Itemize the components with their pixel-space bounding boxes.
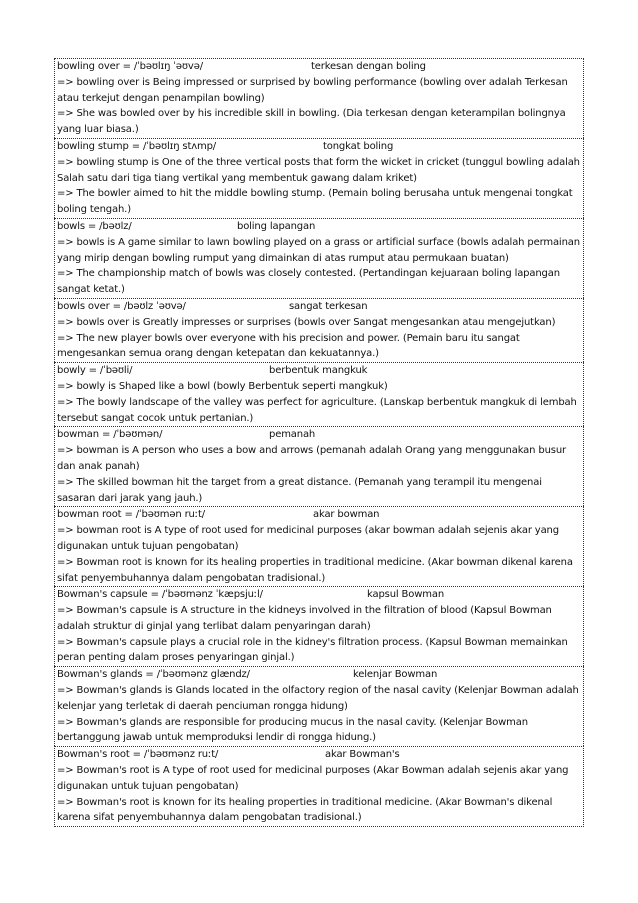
example-sentence: => She was bowled over by his incredible skill in bowling. (Dia terkesan dengan keterampilan bolingnya yang luar biasa.) bbox=[57, 108, 566, 136]
entry-header bbox=[57, 587, 582, 603]
entry-header bbox=[57, 667, 582, 683]
translation: boling lapangan bbox=[237, 220, 316, 232]
example-sentence: => Bowman's root is known for its healing properties in traditional medicine. (Akar Bowman's dikenal karena sifat penyembuhannya dalam pengobatan tradisional.) bbox=[57, 796, 553, 824]
example-sentence: => The new player bowls over everyone with his precision and power. (Pemain baru itu sangat mengesankan semua orang dengan ketepatan dan kekuatannya.) bbox=[57, 332, 520, 360]
translation: sangat terkesan bbox=[289, 300, 368, 312]
headword: bowling over = /ˈbəʊlɪŋ ˈəʊvə/ bbox=[57, 61, 203, 72]
headword: bowly = /ˈbəʊli/ bbox=[57, 365, 133, 377]
example-sentence: => The bowler aimed to hit the middle bowling stump. (Pemain boling berusaha untuk mengenai tongkat boling tengah.) bbox=[57, 188, 573, 216]
definition: => Bowman's capsule is A structure in the kidneys involved in the filtration of blood (Kapsul Bowman adalah struktur di ginjal yang terlibat dalam penyaringan darah) bbox=[57, 605, 552, 632]
example-sentence: => The skilled bowman hit the target from a great distance. (Pemanah yang terampil itu mengenai sasaran dari jarak yang jauh.) bbox=[57, 476, 542, 504]
definition: => Bowman's root is A type of root used for medicinal purposes (Akar Bowman adalah sejenis akar yang digunakan untuk tujuan pengobatan) bbox=[57, 765, 569, 792]
headword: Bowman's glands = /ˈbəʊmənz glændz/ bbox=[57, 669, 250, 681]
glossary-entry bbox=[54, 218, 584, 298]
entry-header bbox=[57, 299, 582, 315]
glossary-entry bbox=[54, 586, 584, 666]
headword: bowman root = /ˈbəʊmən ruːt/ bbox=[57, 509, 205, 521]
definition: => Bowman's glands is Glands located in the olfactory region of the nasal cavity (Kelenjar Bowman adalah kelenjar yang terletak di daerah penciuman rongga hidung) bbox=[57, 685, 579, 712]
definition: => bowman root is A type of root used for medicinal purposes (akar bowman adalah sejenis akar yang digunakan untuk tujuan pengobatan) bbox=[57, 525, 559, 552]
translation: akar Bowman's bbox=[325, 749, 400, 761]
headword: bowman = /ˈbəʊmən/ bbox=[57, 429, 163, 441]
entry-header bbox=[57, 747, 582, 763]
entry-header bbox=[57, 363, 582, 379]
entry-header bbox=[57, 139, 582, 155]
translation: kelenjar Bowman bbox=[353, 669, 438, 681]
entry-header bbox=[57, 219, 582, 235]
glossary-entry bbox=[54, 426, 584, 506]
glossary-entry bbox=[54, 298, 584, 362]
definition: => bowls is A game similar to lawn bowling played on a grass or artificial surface (bowls adalah permainan yang mirip dengan bowling rumput yang dimainkan di atas rumput atau permukaan buatan) bbox=[57, 236, 580, 264]
example-sentence: => The championship match of bowls was closely contested. (Pertandingan kejuaraan boling lapangan sangat ketat.) bbox=[57, 268, 560, 296]
glossary-entry bbox=[54, 362, 584, 426]
example-sentence: => Bowman root is known for its healing properties in traditional medicine. (Akar bowman dikenal karena sifat penyembuhannya dalam pengobatan tradisional.) bbox=[57, 556, 573, 584]
headword: bowls over = /bəʊlz ˈəʊvə/ bbox=[57, 300, 186, 312]
example-sentence: => Bowman's capsule plays a crucial role in the kidney's filtration process. (Kapsul Bowman memainkan peran penting dalam proses penyaringan ginjal.) bbox=[57, 636, 568, 664]
translation: berbentuk mangkuk bbox=[269, 365, 368, 377]
glossary-page bbox=[54, 58, 584, 827]
headword: Bowman's capsule = /ˈbəʊmənz ˈkæpsjuːl/ bbox=[57, 589, 263, 601]
definition: => bowly is Shaped like a bowl (bowly Berbentuk seperti mangkuk) bbox=[57, 380, 388, 392]
translation: kapsul Bowman bbox=[367, 589, 445, 601]
translation: tongkat boling bbox=[323, 140, 394, 152]
glossary-entry bbox=[54, 138, 584, 218]
entry-header bbox=[57, 59, 582, 75]
headword: bowls = /bəʊlz/ bbox=[57, 220, 132, 232]
definition: => bowls over is Greatly impresses or surprises (bowls over Sangat mengesankan atau mengejutkan) bbox=[57, 316, 556, 328]
headword: Bowman's root = /ˈbəʊmənz ruːt/ bbox=[57, 749, 219, 761]
translation: akar bowman bbox=[313, 509, 380, 521]
entry-header bbox=[57, 507, 582, 523]
glossary-entry bbox=[54, 506, 584, 586]
glossary-entry bbox=[54, 666, 584, 746]
glossary-entry bbox=[54, 746, 584, 827]
example-sentence: => Bowman's glands are responsible for producing mucus in the nasal cavity. (Kelenjar Bowman bertanggung jawab untuk memproduksi lendir di rongga hidung.) bbox=[57, 716, 528, 744]
definition: => bowling over is Being impressed or surprised by bowling performance (bowling over adalah Terkesan atau terkejut dengan penampilan bowling) bbox=[57, 76, 568, 104]
definition: => bowling stump is One of the three vertical posts that form the wicket in cricket (tunggul bowling adalah Salah satu dari tiga tiang vertikal yang membentuk gawang dalam kriket) bbox=[57, 156, 580, 184]
translation: terkesan dengan boling bbox=[311, 61, 426, 72]
definition: => bowman is A person who uses a bow and arrows (pemanah adalah Orang yang menggunakan busur dan anak panah) bbox=[57, 445, 566, 472]
headword: bowling stump = /ˈbəʊlɪŋ stʌmp/ bbox=[57, 140, 217, 152]
entry-header bbox=[57, 427, 582, 443]
example-sentence: => The bowly landscape of the valley was perfect for agriculture. (Lanskap berbentuk mangkuk di lembah tersebut sangat cocok untuk pertanian.) bbox=[57, 396, 577, 424]
glossary-entry bbox=[54, 58, 584, 138]
translation: pemanah bbox=[269, 429, 316, 441]
